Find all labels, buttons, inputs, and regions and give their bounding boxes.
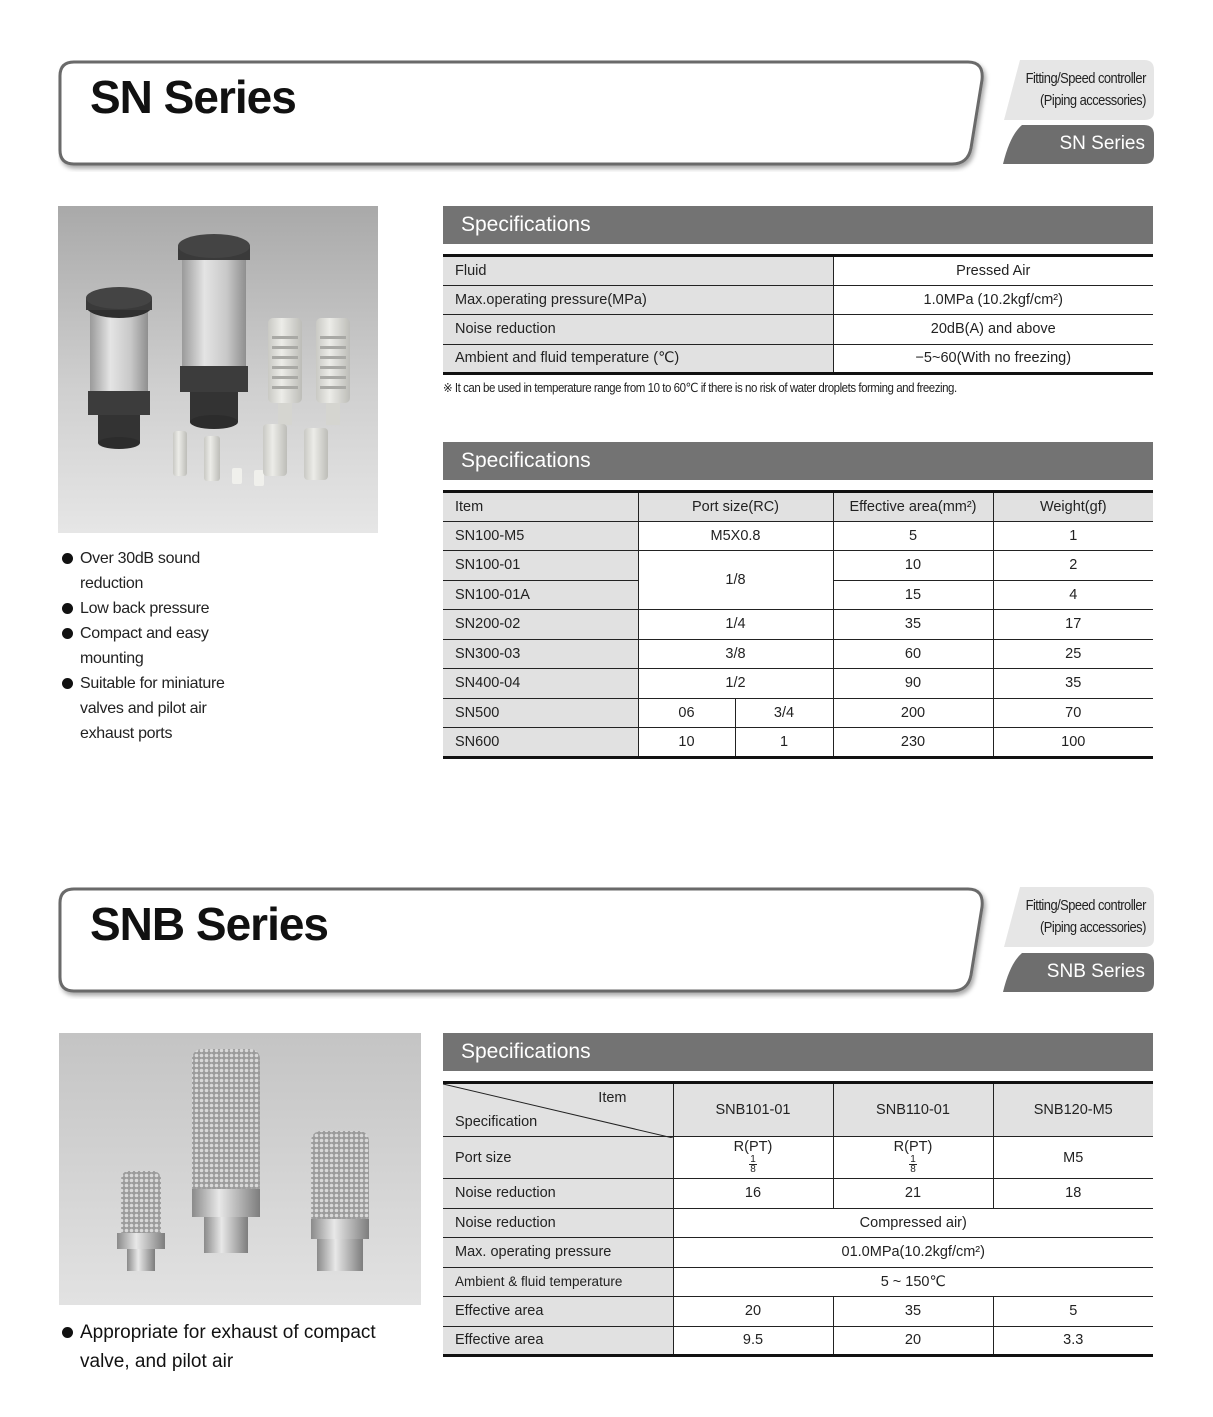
- table-header-row: [443, 492, 1153, 522]
- spec-label: Port size: [443, 1137, 673, 1179]
- fraction: $\frac{1}{8}$: [750, 1154, 756, 1175]
- column-header: Item: [443, 492, 638, 522]
- weight-cell: 4: [993, 580, 1153, 610]
- series-tag: [1002, 953, 1154, 993]
- port-cell: 1/2: [638, 669, 833, 699]
- silencer-product-image: [58, 206, 378, 533]
- weight-cell: 70: [993, 698, 1153, 728]
- feature-item: Over 30dB sound reduction: [60, 546, 250, 596]
- feature-item: Compact and easy mounting: [60, 621, 250, 671]
- value-cell: 20: [673, 1297, 833, 1327]
- column-header: SNB110-01: [833, 1083, 993, 1137]
- table-header-row: [443, 1083, 1153, 1137]
- area-cell: 90: [833, 669, 993, 699]
- port-cell: 1/4: [638, 610, 833, 640]
- value-cell: 9.5: [673, 1326, 833, 1356]
- table-row: [443, 1208, 1153, 1238]
- table-row: [443, 551, 1153, 581]
- series-tag-label: SNB Series: [1046, 961, 1145, 982]
- temperature-footnote: ※ It can be used in temperature range from 10 to 60℃ if there is no risk of water droplets forming and freezing.: [443, 381, 957, 395]
- value-cell: 5: [993, 1297, 1153, 1327]
- port-code-cell: 06: [638, 698, 735, 728]
- sintered-silencer-image: [59, 1033, 421, 1305]
- port-cell: M5: [993, 1137, 1153, 1179]
- spec-label: Fluid: [443, 256, 833, 286]
- table-row: [443, 669, 1153, 699]
- bullet-icon: [62, 628, 73, 639]
- spec-label: Noise reduction: [443, 315, 833, 345]
- spec-header-bar: Specifications: [443, 442, 1153, 480]
- snb-spec-table: [443, 1081, 1153, 1357]
- area-cell: 15: [833, 580, 993, 610]
- fraction: $\frac{1}{8}$: [910, 1154, 916, 1175]
- table-row: [443, 639, 1153, 669]
- port-cell: 1/8: [638, 551, 833, 610]
- value-cell: 16: [673, 1179, 833, 1209]
- spec-value: Pressed Air: [833, 256, 1153, 286]
- sn-title-banner: [58, 60, 988, 168]
- series-tag: [1002, 125, 1154, 165]
- snb-feature-list: [60, 1318, 400, 1376]
- bullet-icon: [62, 553, 73, 564]
- diagonal-header-cell: [443, 1083, 673, 1137]
- area-cell: 35: [833, 610, 993, 640]
- page-title: SN Series: [90, 71, 296, 123]
- bullet-icon: [62, 603, 73, 614]
- category-line-1: Fitting/Speed controller: [1025, 70, 1146, 87]
- area-cell: 200: [833, 698, 993, 728]
- spec-value: −5~60(With no freezing): [833, 344, 1153, 374]
- weight-cell: 2: [993, 551, 1153, 581]
- table-row: [443, 315, 1153, 345]
- table-row: [443, 610, 1153, 640]
- spec-label: Noise reduction: [443, 1208, 673, 1238]
- model-cell: SN100-01: [443, 551, 638, 581]
- corner-spec-label: Specification: [455, 1114, 538, 1130]
- column-header: SNB101-01: [673, 1083, 833, 1137]
- table-row: [443, 256, 1153, 286]
- area-cell: 5: [833, 521, 993, 551]
- category-line-2: (Piping accessories): [1040, 919, 1146, 936]
- value-cell: 18: [993, 1179, 1153, 1209]
- table-row: [443, 1326, 1153, 1356]
- feature-item: Low back pressure: [60, 596, 250, 621]
- column-header: Port size(RC): [638, 492, 833, 522]
- port-cell: R(PT) $\frac{1}{8}$: [833, 1137, 993, 1179]
- weight-cell: 35: [993, 669, 1153, 699]
- area-cell: 10: [833, 551, 993, 581]
- spec-label: Effective area: [443, 1297, 673, 1327]
- spec-value: 1.0MPa (10.2kgf/cm²): [833, 285, 1153, 315]
- port-cell: R(PT) $\frac{1}{8}$: [673, 1137, 833, 1179]
- spec-label: Ambient & fluid temperature: [443, 1267, 673, 1297]
- category-tag: [1002, 60, 1154, 122]
- table-row: [443, 521, 1153, 551]
- value-cell: 5 ~ 150℃: [673, 1267, 1153, 1297]
- model-cell: SN300-03: [443, 639, 638, 669]
- spec-label: Ambient and fluid temperature (℃): [443, 344, 833, 374]
- weight-cell: 100: [993, 728, 1153, 758]
- page-title: SNB Series: [90, 898, 329, 950]
- value-cell: 01.0MPa(10.2kgf/cm²): [673, 1238, 1153, 1268]
- feature-item: Suitable for miniature valves and pilot air exhaust ports: [60, 671, 250, 746]
- spec-label: Max.operating pressure(MPa): [443, 285, 833, 315]
- weight-cell: 1: [993, 521, 1153, 551]
- bullet-icon: [62, 678, 73, 689]
- sn-model-spec-table: [443, 490, 1153, 759]
- category-tag: [1002, 887, 1154, 949]
- bullet-icon: [62, 1327, 73, 1338]
- corner-item-label: Item: [598, 1090, 627, 1106]
- port-cell: 3/8: [638, 639, 833, 669]
- value-cell: 20: [833, 1326, 993, 1356]
- model-cell: SN100-M5: [443, 521, 638, 551]
- port-cell: 1: [735, 728, 833, 758]
- port-cell: M5X0.8: [638, 521, 833, 551]
- column-header: Effective area(mm²): [833, 492, 993, 522]
- spec-label: Noise reduction: [443, 1179, 673, 1209]
- column-header: Weight(gf): [993, 492, 1153, 522]
- sn-feature-list: [60, 546, 250, 746]
- value-cell: Compressed air): [673, 1208, 1153, 1238]
- model-cell: SN100-01A: [443, 580, 638, 610]
- column-header: SNB120-M5: [993, 1083, 1153, 1137]
- table-row: [443, 344, 1153, 374]
- weight-cell: 17: [993, 610, 1153, 640]
- series-tag-label: SN Series: [1059, 133, 1145, 154]
- table-row: [443, 1137, 1153, 1179]
- category-line-1: Fitting/Speed controller: [1025, 897, 1146, 914]
- spec-label: Effective area: [443, 1326, 673, 1356]
- snb-product-photo: [59, 1033, 421, 1305]
- table-row: [443, 1297, 1153, 1327]
- model-cell: SN500: [443, 698, 638, 728]
- model-cell: SN200-02: [443, 610, 638, 640]
- spec-header-bar: Specifications: [443, 1033, 1153, 1071]
- value-cell: 35: [833, 1297, 993, 1327]
- port-cell: 3/4: [735, 698, 833, 728]
- value-cell: 3.3: [993, 1326, 1153, 1356]
- area-cell: 60: [833, 639, 993, 669]
- category-line-2: (Piping accessories): [1040, 92, 1146, 109]
- table-row: [443, 285, 1153, 315]
- spec-label: Max. operating pressure: [443, 1238, 673, 1268]
- model-cell: SN400-04: [443, 669, 638, 699]
- sn-product-photo: [58, 206, 378, 533]
- weight-cell: 25: [993, 639, 1153, 669]
- model-cell: SN600: [443, 728, 638, 758]
- port-code-cell: 10: [638, 728, 735, 758]
- snb-title-banner: [58, 887, 988, 995]
- table-row: [443, 728, 1153, 758]
- spec-header-bar: Specifications: [443, 206, 1153, 244]
- value-cell: 21: [833, 1179, 993, 1209]
- area-cell: 230: [833, 728, 993, 758]
- table-row: [443, 1238, 1153, 1268]
- table-row: [443, 698, 1153, 728]
- feature-item: Appropriate for exhaust of compact valve, and pilot air: [60, 1318, 400, 1376]
- spec-value: 20dB(A) and above: [833, 315, 1153, 345]
- table-row: [443, 1267, 1153, 1297]
- sn-general-spec-table: [443, 254, 1153, 375]
- table-row: [443, 1179, 1153, 1209]
